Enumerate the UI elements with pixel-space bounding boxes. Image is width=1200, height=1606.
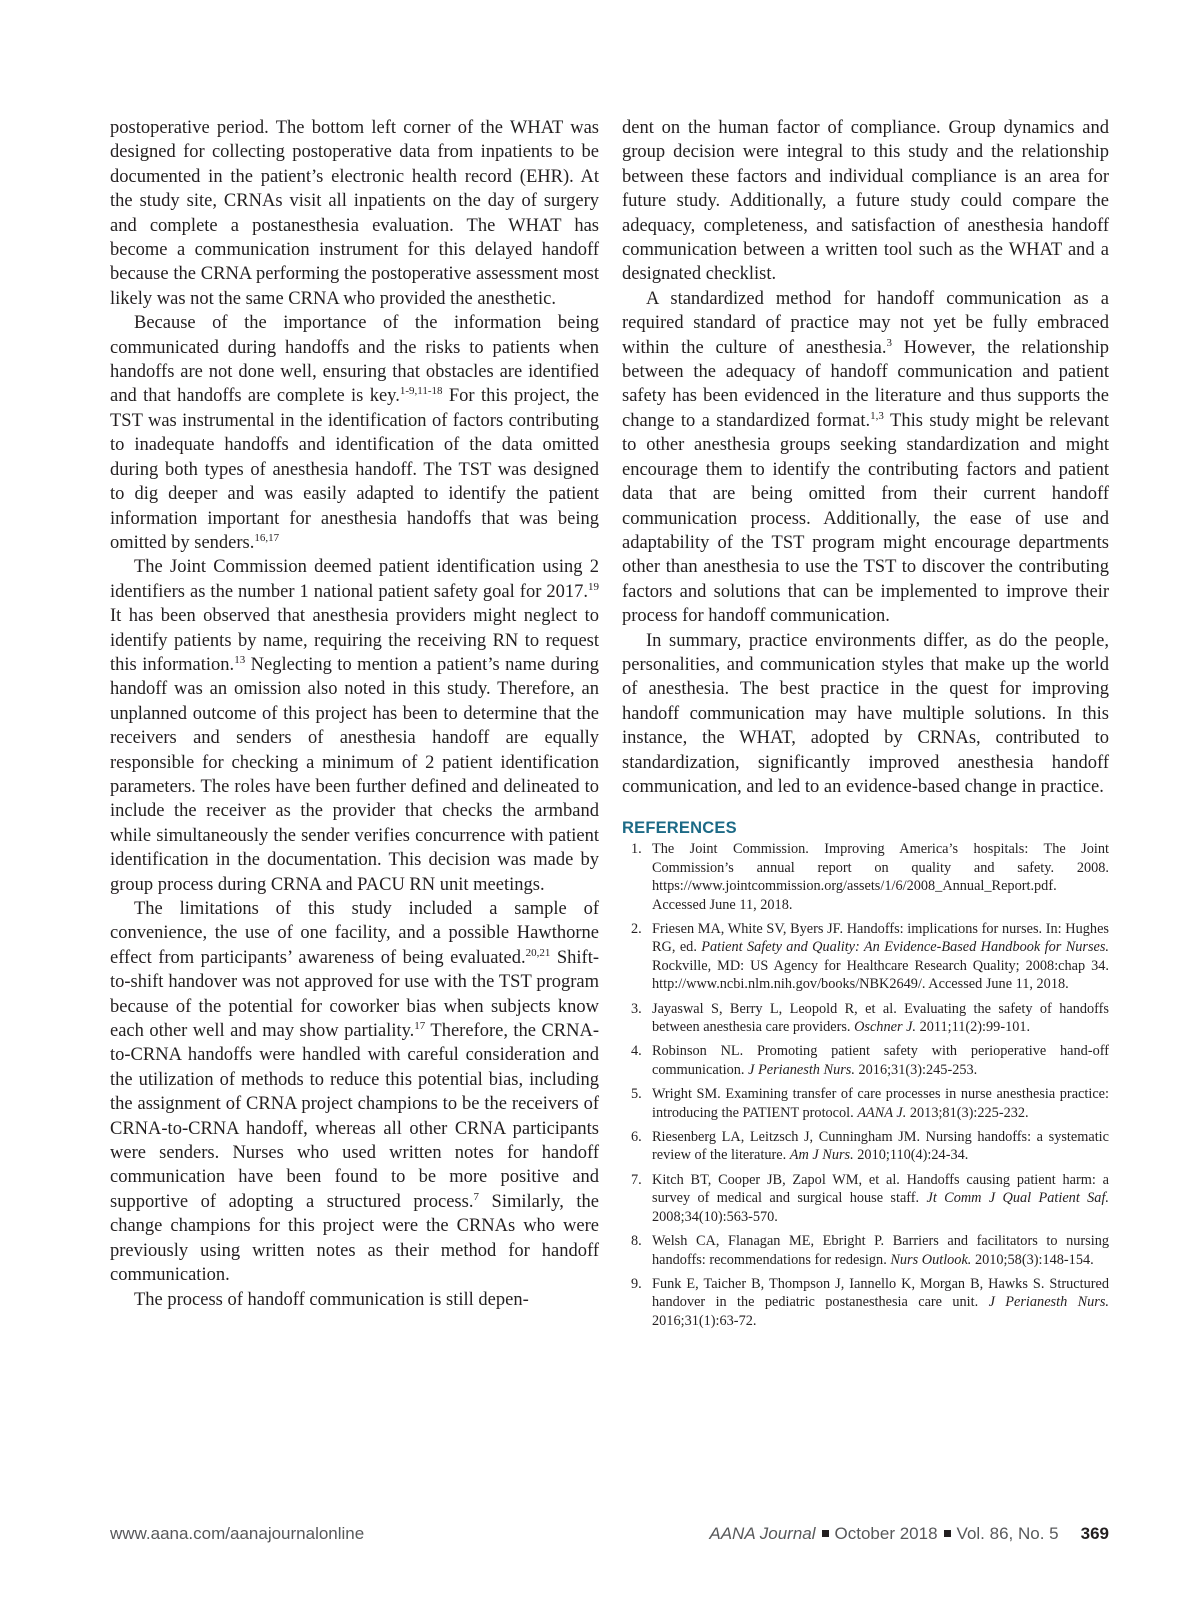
paragraph: The process of handoff communication is still depen- xyxy=(134,1289,529,1310)
reference-text: 2008;34(10):563-570. xyxy=(652,1208,778,1225)
reference-text: Wright SM. Examining transfer of care processes in nurse anesthesia practice: introducing the PATIENT protocol. xyxy=(652,1086,1109,1121)
citation: 17 xyxy=(414,1020,426,1033)
separator-square-icon xyxy=(822,1530,829,1537)
reference-text: 2010;110(4):24-34. xyxy=(853,1147,969,1164)
reference-number: 1. xyxy=(631,841,642,858)
citation: 1-9,11-18 xyxy=(399,385,443,398)
reference-text: Funk E, Taicher B, Thompson J, Iannello K, Morgan B, Hawks S. Structured handover in the pediatric postanesthesia care unit. xyxy=(652,1275,1109,1311)
volume-issue: Vol. 86, No. 5 xyxy=(956,1524,1059,1543)
reference-item xyxy=(622,920,1109,994)
separator-square-icon xyxy=(944,1530,951,1537)
reference-item xyxy=(622,840,1109,914)
text: However, the relationship between the adequacy of handoff communication and patient safety has been evidenced in the literature and thus supports the change to a standardized format. xyxy=(622,337,1109,431)
citation: 19 xyxy=(588,580,599,593)
text: Similarly, the change champions for this project were the CRNAs who were previously using written notes as their method for handoff communication. xyxy=(110,1191,599,1286)
reference-number: 2. xyxy=(631,921,642,937)
journal-url: www.aana.com/aanajournalonline xyxy=(110,1524,365,1543)
right-column xyxy=(622,116,1109,1336)
reference-source: Oschner J. xyxy=(854,1019,916,1036)
text: Therefore, the CRNA-to-CRNA handoffs were handled with careful consideration and the utilization of methods to reduce this potential bias, including the assignment of CRNA project champions to be the receivers of CRNA-to-CRNA handoff, whereas all other CRNA participants were senders. Nurses who used written notes for handoff communication have been found to be more positive and supportive of adopting a structured process. xyxy=(110,1021,599,1212)
reference-item xyxy=(622,1275,1109,1330)
reference-number: 9. xyxy=(631,1275,642,1292)
reference-text: Friesen MA, White SV, Byers JF. Handoffs: implications for nurses. In: Hughes RG, ed. xyxy=(652,921,1109,956)
reference-item xyxy=(622,1000,1109,1037)
reference-source: J Perianesth Nurs. xyxy=(748,1061,855,1078)
reference-text: Jayaswal S, Berry L, Leopold R, et al. Evaluating the safety of handoffs between anesthesia care providers. xyxy=(652,1000,1109,1036)
reference-source: Am J Nurs. xyxy=(789,1147,854,1164)
text: The limitations of this study included a sample of convenience, the use of one facility, and a possible Hawthorne effect from participants’ awareness of being evaluated. xyxy=(110,899,599,968)
reference-text: 2010;58(3):148-154. xyxy=(971,1251,1094,1268)
reference-text: Welsh CA, Flanagan ME, Ebright P. Barriers and facilitators to nursing handoffs: recommendations for redesign. xyxy=(652,1233,1109,1268)
citation: 16,17 xyxy=(254,531,280,544)
reference-source: Nurs Outlook. xyxy=(890,1251,972,1268)
reference-number: 6. xyxy=(631,1129,642,1146)
paragraph: postoperative period. The bottom left corner of the WHAT was designed for collecting postoperative data from inpatients to be documented in the patient’s electronic health record (EHR). At the study site, CRNAs visit all inpatients on the day of surgery and complete a postanesthesia evaluation. The WHAT has become a communication instrument for this delayed handoff because the CRNA performing the postoperative assessment most likely was not the same CRNA who provided the anesthetic. xyxy=(110,118,599,309)
paragraph xyxy=(110,555,599,897)
citation: 1,3 xyxy=(870,409,884,422)
reference-text: Robinson NL. Promoting patient safety with perioperative hand-off communication. xyxy=(652,1043,1109,1078)
text: Neglecting to mention a patient’s name during handoff was an omission also noted in this study. Therefore, an unplanned outcome of this project has been to determine that the receivers and senders of anesthesia handoff are equally responsible for checking a minimum of 2 patient identification parameters. The roles have been further defined and delineated to include the receiver as the provider that checks the armband while simultaneously the sender verifies concurrence with patient identification in the documentation. This decision was made by group process during CRNA and PACU RN unit meetings. xyxy=(110,654,599,895)
citation: 20,21 xyxy=(525,946,551,959)
references-heading: REFERENCES xyxy=(622,819,737,838)
reference-text: Riesenberg LA, Leitzsch J, Cunningham JM. Nursing handoffs: a systematic review of the literature. xyxy=(652,1129,1109,1164)
text: The Joint Commission deemed patient identification using 2 identifiers as the number 1 national patient safety goal for 2017. xyxy=(110,557,599,602)
paragraph xyxy=(622,287,1109,629)
reference-item xyxy=(622,1042,1109,1079)
text: For this project, the TST was instrumental in the identification of factors contributing to inadequate handoffs and identification of the data omitted during both types of anesthesia handoff. The TST was designed to dig deeper and was easily adapted to identify the patient information important for anesthesia handoffs that was being omitted by senders. xyxy=(110,386,599,553)
citation: 7 xyxy=(473,1190,479,1203)
text: This study might be relevant to other anesthesia groups seeking standardization and might encourage them to identify the contributing factors and patient data that are being omitted from their current handoff communication process. Additionally, the ease of use and adaptability of the TST program might encourage departments other than anesthesia to use the TST to discover the contributing factors and solutions that can be implemented to improve their process for handoff communication. xyxy=(622,410,1109,627)
reference-source: AANA J. xyxy=(857,1104,907,1121)
text: Because of the importance of the information being communicated during handoffs and the risks to patients when handoffs are not done well, ensuring that obstacles are identified and that handoffs are complete is key. xyxy=(110,313,599,407)
reference-source: Jt Comm J Qual Patient Saf. xyxy=(926,1190,1109,1207)
journal-name: AANA Journal xyxy=(709,1524,816,1543)
reference-text: Kitch BT, Cooper JB, Zapol WM, et al. Handoffs causing patient harm: a survey of medical and surgical house staff. xyxy=(652,1171,1109,1207)
reference-number: 4. xyxy=(631,1043,642,1060)
reference-number: 5. xyxy=(631,1086,642,1103)
text: A standardized method for handoff communication as a required standard of practice may not yet be fully embraced within the culture of anesthesia. xyxy=(622,288,1109,358)
text: It has been observed that anesthesia providers might neglect to identify patients by name, requiring the receiving RN to request this information. xyxy=(110,606,599,675)
page-number: 369 xyxy=(1080,1524,1109,1543)
issue-date: October 2018 xyxy=(834,1524,938,1543)
left-column xyxy=(110,116,599,1312)
reference-source: Patient Safety and Quality: An Evidence-Based Handbook for Nurses. xyxy=(701,939,1109,956)
journal-info xyxy=(709,1524,1109,1544)
text: Shift-to-shift handover was not approved for use with the TST program because of the potential for coworker bias when subjects know each other well and may show partiality. xyxy=(110,947,599,1042)
reference-source: J Perianesth Nurs. xyxy=(988,1294,1109,1311)
paragraph: dent on the human factor of compliance. Group dynamics and group decision were integral to this study and the relationship between these factors and individual compliance is an area for future study. Additionally, a future study could compare the adequacy, completeness, and satisfaction of anesthesia handoff communication between a written tool such as the WHAT and a designated checklist. xyxy=(622,118,1109,285)
reference-text: 2013;81(3):225-232. xyxy=(906,1104,1029,1121)
citation: 13 xyxy=(234,653,246,666)
reference-number: 3. xyxy=(631,1000,642,1017)
paragraph xyxy=(110,897,599,1288)
paragraph: In summary, practice environments differ, as do the people, personalities, and communication styles that make up the world of anesthesia. The best practice in the quest for improving handoff communication may have multiple solutions. In this instance, the WHAT, adopted by CRNAs, contributed to standardization, significantly improved anesthesia handoff communication, and led to an evidence-based change in practice. xyxy=(622,630,1109,797)
reference-item xyxy=(622,1232,1109,1269)
reference-number: 8. xyxy=(631,1233,642,1250)
reference-text: 2011;11(2):99-101. xyxy=(916,1019,1031,1036)
reference-text: 2016;31(3):245-253. xyxy=(854,1061,978,1078)
reference-text: The Joint Commission. Improving America’s hospitals: The Joint Commission’s annual report on quality and safety. 2008. https://www.jointcommission.org/assets/1/6/2008_Annual_Report.pdf. Accessed June 11, 2018. xyxy=(652,841,1109,913)
reference-text: 2016;31(1):63-72. xyxy=(652,1312,757,1329)
reference-item xyxy=(622,1171,1109,1226)
reference-item xyxy=(622,1085,1109,1122)
reference-number: 7. xyxy=(631,1171,642,1188)
paragraph xyxy=(110,311,599,555)
reference-text: Rockville, MD: US Agency for Healthcare Research Quality; 2008:chap 34. http://www.ncbi.nlm.nih.gov/books/NBK2649/. Accessed June 11, 2018. xyxy=(652,957,1109,993)
reference-item xyxy=(622,1128,1109,1165)
citation: 3 xyxy=(886,336,892,349)
reference-list xyxy=(622,840,1109,1330)
